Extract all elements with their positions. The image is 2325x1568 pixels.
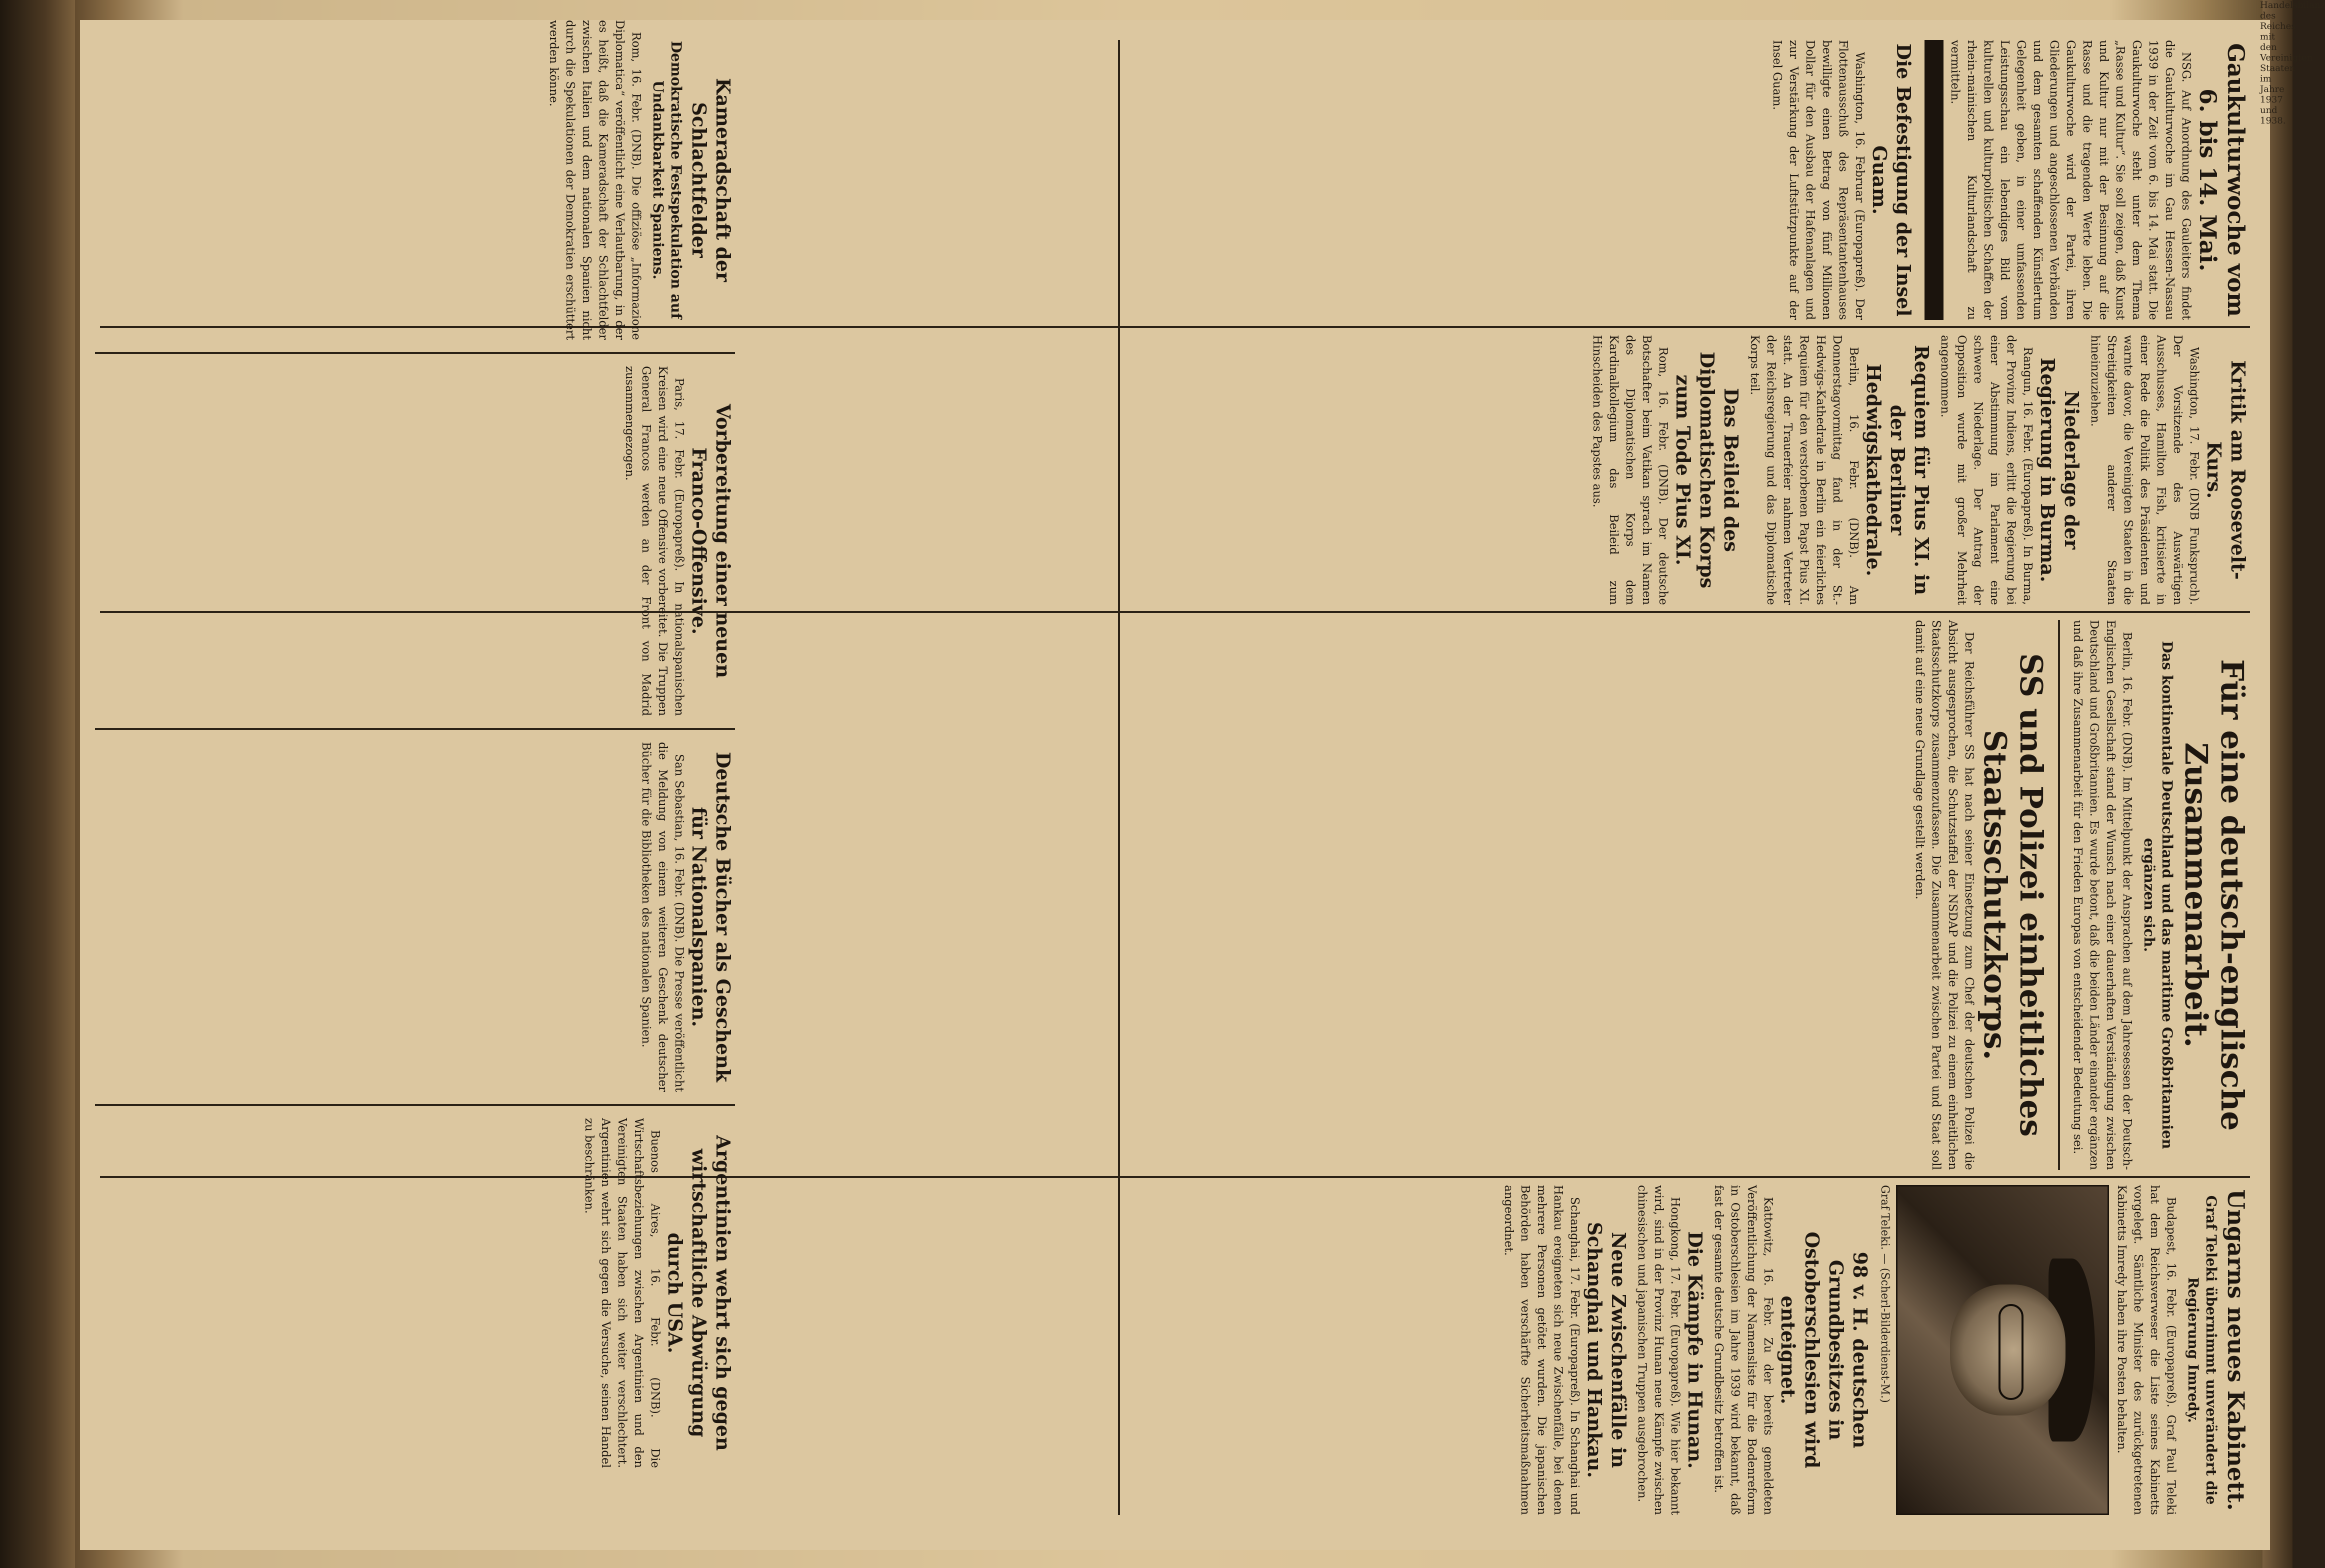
lower-column-3 bbox=[95, 742, 735, 1092]
column-rule bbox=[95, 352, 735, 354]
article-burma-body: Rangun, 16. Febr. (Europapreß). In Burma, der Provinz Indiens, erlitt die Regierung bei einer Abstimmung im Parlament eine schwere Niederlage. Der Antrag der Opposition wurde mit großer Mehrheit angenommen. bbox=[1938, 335, 2034, 605]
article-hunan-body: Hongkong, 17. Febr. (Europapreß). Wie hier bekannt wird, sind in der Provinz Hunan neue Kämpfe zwischen chinesischen und japanischen Truppen ausgebrochen. bbox=[1636, 1185, 1682, 1515]
article-argentinien-body: Buenos Aires, 16. Febr. (DNB). Die Wirtschaftsbeziehungen zwischen Argentinien und den Vereinigten Staaten haben sich weiter verschlechtert. Argentinien wehrt sich gegen die Versuche, seinen Handel zu beschränken. bbox=[582, 1118, 662, 1468]
article-offensive-body: Paris, 17. Febr. (Europapreß). In nationalspanischen Kreisen wird eine neue Offensive vorbereitet. Die Truppen General Francos werden an der Front von Madrid zusammengezogen. bbox=[623, 366, 686, 716]
lower-column-2 bbox=[95, 366, 735, 716]
article-kameradschaft-body: Rom, 16. Febr. (DNB). Die offiziöse „Informazione Diplomatica“ veröffentlicht eine Verlautbarung, in der es heißt, daß die Kameradschaft der Schlachtfelder zwischen Italien und dem nationalen Spanien nicht durch die Spekulationen der Demokratien erschüttert werden könne. bbox=[547, 20, 642, 340]
column-rule bbox=[95, 1104, 735, 1106]
photo-caption: Graf Teleki. — (Scherl-Bilderdienst-M.) bbox=[1878, 1185, 1891, 1403]
column-rule bbox=[95, 728, 735, 730]
article-grundbesitz-body: Kattowitz, 16. Febr. Zu der bereits gemeldeten Veröffentlichung der Namensliste für die Bodenreform in Ostoberschlesien im Jahre 1939 wird bekannt, daß fast der gesamte deutsche Grundbesitz betroffen ist. bbox=[1712, 1185, 1774, 1515]
article-schanghai-body: Schanghai, 17. Febr. (Europapreß). In Schanghai und Hankau ereigneten sich neue Zwischenfälle, bei denen mehrere Personen getötet wurden. Die japanischen Behörden haben verschärfte Sicherheitsmaßnahmen angeordnet. bbox=[1502, 1185, 1581, 1515]
article-kabinett-body: Budapest, 16. Febr. (Europapreß). Graf Paul Teleki hat dem Reichsverweser die Liste seines Kabinetts vorgelegt. Sämtliche Minister des zurückgetretenen Kabinetts Imredy haben ihre Posten behalten. bbox=[2115, 1185, 2178, 1515]
headline-zusammenarbeit: Für eine deutsch-englische Zusammenarbeit. bbox=[2178, 659, 2250, 1131]
article-polizei-body: Der Reichsführer SS hat nach seiner Einsetzung zum Chef der deutschen Polizei die Absicht ausgesprochen, die Schutzstaffel der NSDAP und die Polizei zu einem einheitlichen Staatsschutzkorps zusammenzufassen. Die Zusammenarbeit zwischen Partei und Staat soll damit auf eine neue Grundlage gestellt werden. bbox=[1913, 620, 1976, 1170]
black-bar bbox=[1924, 40, 1944, 320]
subhead-kameradschaft: Demokratische Festspekulation auf Undankbarkeit Spaniens. bbox=[650, 40, 684, 320]
headline-kameradschaft: Kameradschaft der Schlachtfelder bbox=[688, 78, 734, 282]
article-gaukultur-body: NSG. Auf Anordnung des Gauleiters findet die Gaukulturwoche im Gau Hessen-Nassau 1939 in der Zeit vom 6. bis 14. Mai statt. Die Gaukulturwoche steht unter dem Thema „Rasse und Kultur“. Sie soll zeigen, daß Kunst und Kultur nur mit der Besinnung auf die Rasse und die tragenden Werte leben. Die Gaukulturwoche wird der Partei, ihren Gliederungen und angeschlossenen Verbänden und dem gesamten schaffenden Künstlertum Gelegenheit geben, in einer umfassenden Leistungsschau ein lebendiges Bild vom kulturellen und kulturpolitischen Schaffen der rhein-mainischen Kulturlandschaft zu vermitteln. bbox=[1948, 40, 2192, 320]
headline-argentinien: Argentinien wehrt sich gegen wirtschaftliche Abwürgung durch USA. bbox=[664, 1135, 734, 1451]
headline-polizei: SS und Polizei einheitliches Staatsschutzkorps. bbox=[1977, 653, 2050, 1137]
headline-burma: Niederlage der Regierung in Burma. bbox=[2036, 358, 2083, 582]
book-spine-left bbox=[0, 0, 75, 1568]
photo-glasses bbox=[1998, 1304, 2024, 1400]
headline-pius: Requiem für Pius XI. in der Berliner Hedwigskathedrale. bbox=[1862, 344, 1933, 596]
headline-kabinett: Ungarns neues Kabinett. bbox=[2222, 1189, 2250, 1511]
headline-schanghai: Neue Zwischenfälle in Schanghai und Hankau. bbox=[1584, 1222, 1630, 1478]
headline-hunan: Die Kämpfe in Hunan. bbox=[1684, 1231, 1706, 1469]
article-pius-body: Berlin, 16. Febr. (DNB). Am Donnerstagvormittag fand in der St.-Hedwigs-Kathedrale in Berlin ein feierliches Requiem für den verstorbenen Papst Pius XI. statt. An der Trauerfeier nahmen Vertreter der Reichsregierung und das Diplomatische Korps teil. bbox=[1748, 335, 1860, 605]
portrait-photo bbox=[1896, 1185, 2109, 1515]
headline-gaukultur: Gaukulturwoche vom 6. bis 14. Mai. bbox=[2194, 43, 2250, 317]
section-rule bbox=[1118, 40, 1120, 1515]
article-guam-body: Washington, 16. Februar (Europapreß). Der Flottenausschuß des Repräsentantenhauses bewilligte einen Betrag von fünf Millionen Dollar für den Ausbau der Hafenanlagen und zur Verstärkung der Luftstützpunkte auf der Insel Guam. bbox=[1770, 40, 1866, 320]
headline-offensive: Vorbereitung einer neuen Franco-Offensive. bbox=[688, 404, 734, 678]
headline-grundbesitz: 98 v. H. deutschen Grundbesitzes in Ostoberschlesien wird enteignet. bbox=[1777, 1232, 1872, 1468]
subhead-zusammenarbeit: Das kontinentale Deutschland und das maritime Großbritannien ergänzen sich. bbox=[2141, 640, 2176, 1150]
headline-beileid: Das Beileid des Diplomatischen Korps zum Tode Pius XI. bbox=[1672, 352, 1742, 588]
lower-column-4 bbox=[95, 1118, 735, 1468]
lower-columns bbox=[95, 20, 735, 1520]
article-roosevelt-body: Washington, 17. Febr. (DNB Funkspruch). Der Vorsitzende des Auswärtigen Ausschusses, Hamilton Fish, kritisierte in einer Rede die Politik des Präsidenten und warnte davor, die Vereinigten Staaten in die Streitigkeiten anderer Staaten hineinzuziehen. bbox=[2088, 335, 2200, 605]
headline-guam: Die Befestigung der Insel Guam. bbox=[1868, 43, 1915, 317]
article-beileid-body: Rom, 16. Febr. (DNB). Der deutsche Botschafter beim Vatikan sprach im Namen des Diplomatischen Korps dem Kardinalkollegium das Beileid zum Hinscheiden des Papstes aus. bbox=[1590, 335, 1670, 605]
lower-column-1 bbox=[95, 20, 735, 340]
headline-buecher: Deutsche Bücher als Geschenk für Nationalspanien. bbox=[688, 752, 734, 1082]
section-rule bbox=[2058, 620, 2060, 1170]
next-page-edge: Handelsbilanz des Reiches mit den Vereinigten Staaten im Jahre 1937 und 1938. bbox=[2260, 0, 2325, 126]
headline-roosevelt: Kritik am Roosevelt-Kurs. bbox=[2203, 360, 2250, 580]
article-zusammenarbeit-body: Berlin, 16. Febr. (DNB). Im Mittelpunkt der Ansprachen auf dem Jahresessen der Deutsch-Englischen Gesellschaft stand der Wunsch nach einer dauerhaften Verständigung zwischen Deutschland und Großbritannien. Es wurde betont, daß die beiden Länder einander ergänzen und daß ihre Zusammenarbeit für den Frieden Europas von entscheidender Bedeutung sei. bbox=[2071, 620, 2134, 1170]
article-buecher-body: San Sebastian, 16. Febr. (DNB). Die Presse veröffentlicht die Meldung von einem weiteren Geschenk deutscher Bücher für die Bibliotheken des nationalen Spanien. bbox=[640, 742, 686, 1092]
subhead-kabinett: Graf Teleki übernimmt unverändert die Regierung Imredy. bbox=[2185, 1195, 2220, 1505]
